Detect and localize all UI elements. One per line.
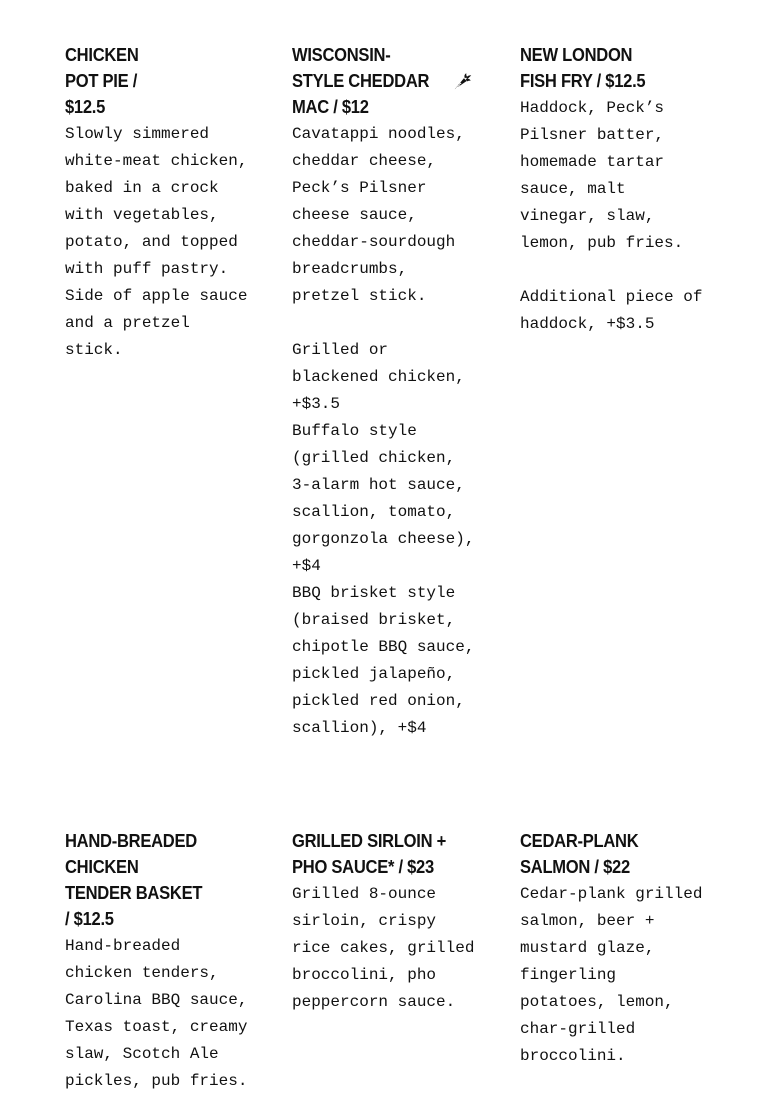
item-description: Cedar-plank grilled salmon, beer + mustard glaze, fingerling potatoes, lemon, char-grilled broccolini. — [520, 885, 703, 1065]
item-title: CHICKEN POT PIE / $12.5 — [65, 45, 139, 117]
menu-item-chicken-tender-basket — [65, 828, 255, 1095]
item-title: NEW LONDON FISH FRY / $12.5 — [520, 45, 646, 91]
item-description: Cavatappi noodles, cheddar cheese, Peck’s Pilsner cheese sauce, cheddar-sourdough breadcrumbs, pretzel stick. — [292, 125, 465, 305]
item-description: Slowly simmered white-meat chicken, baked in a crock with vegetables, potato, and topped with puff pastry. Side of apple sauce and a pretzel stick. — [65, 125, 248, 359]
item-extra: BBQ brisket style (braised brisket, chipotle BBQ sauce, pickled jalapeño, pickled red onion, scallion), +$4 — [292, 584, 475, 737]
item-extras — [292, 337, 482, 742]
item-extra: Grilled or blackened chicken, +$3.5 — [292, 341, 465, 413]
menu-item-cedar-plank-salmon — [520, 828, 710, 1070]
carrot-icon — [452, 70, 474, 92]
menu-item-wisconsin-cheddar-mac — [292, 42, 482, 742]
menu-item-new-london-fish-fry — [520, 42, 710, 338]
item-title: CEDAR-PLANK SALMON / $22 — [520, 831, 639, 877]
item-title: WISCONSIN-STYLE CHEDDAR MAC / $12 — [292, 45, 430, 117]
item-extras — [520, 284, 710, 338]
item-title: GRILLED SIRLOIN + PHO SAUCE* / $23 — [292, 831, 447, 877]
item-description: Grilled 8-ounce sirloin, crispy rice cakes, grilled broccolini, pho peppercorn sauce. — [292, 885, 475, 1011]
item-description: Haddock, Peck’s Pilsner batter, homemade tartar sauce, malt vinegar, slaw, lemon, pub fries. — [520, 99, 684, 252]
item-extra: Additional piece of haddock, +$3.5 — [520, 288, 703, 333]
item-title: HAND-BREADED CHICKEN TENDER BASKET / $12.5 — [65, 831, 203, 929]
menu-item-chicken-pot-pie — [65, 42, 255, 364]
item-description: Hand-breaded chicken tenders, Carolina BBQ sauce, Texas toast, creamy slaw, Scotch Ale pickles, pub fries. — [65, 937, 248, 1090]
item-extra: Buffalo style (grilled chicken, 3-alarm hot sauce, scallion, tomato, gorgonzola cheese), +$4 — [292, 422, 475, 575]
menu-item-grilled-sirloin — [292, 828, 482, 1016]
